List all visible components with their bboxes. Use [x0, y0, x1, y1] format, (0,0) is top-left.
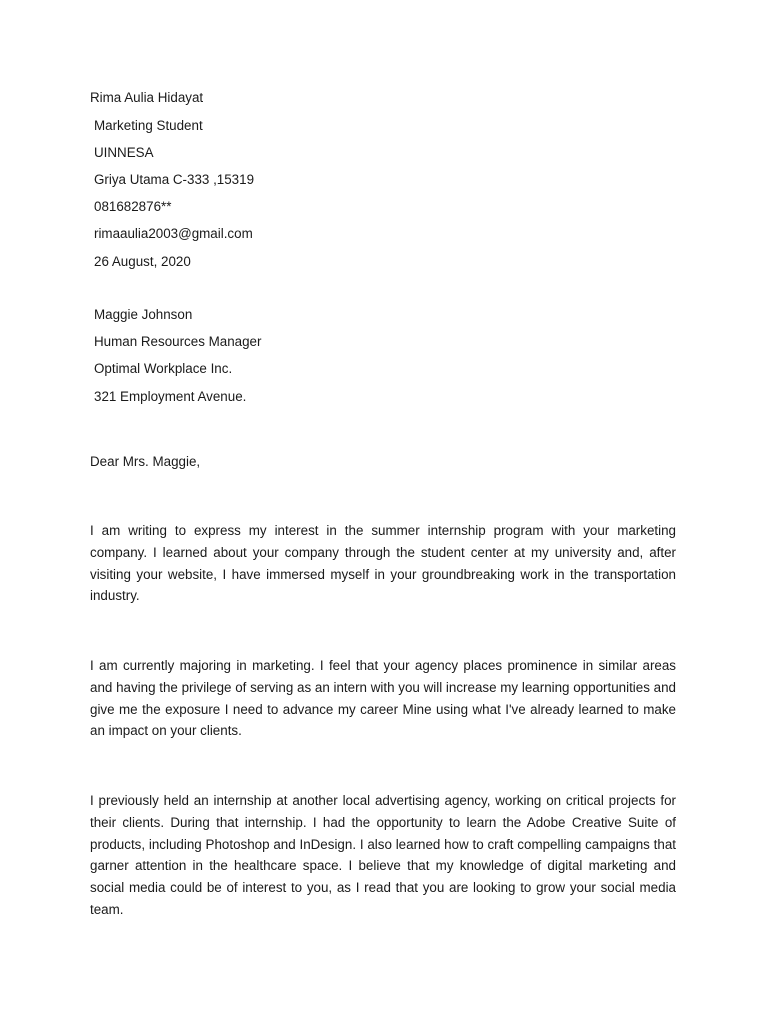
- sender-title: Marketing Student: [94, 118, 203, 133]
- recipient-company: Optimal Workplace Inc.: [94, 361, 233, 376]
- body-paragraph-2: I am currently majoring in marketing. I feel that your agency places prominence in similar areas and having the privilege of serving as an intern with you will increase my learning opportunities and give me the exposure I need to advance my career Mine using what I've already learned to make an impact on your clients.: [90, 658, 676, 739]
- sender-address: Griya Utama C-333 ,15319: [94, 172, 255, 187]
- sender-institution: UINNESA: [94, 145, 154, 160]
- body-paragraph-3: I previously held an internship at another local advertising agency, working on critical projects for their clients. During that internship. I had the opportunity to learn the Adobe Creative Suite of products, including Photoshop and InDesign. I also learned how to craft compelling campaigns that garner attention in the healthcare space. I believe that my knowledge of digital marketing and social media could be of interest to you, as I read that you are looking to grow your social media team.: [90, 793, 676, 917]
- letter-date: 26 August, 2020: [94, 254, 191, 269]
- recipient-title: Human Resources Manager: [94, 334, 262, 349]
- sender-email: rimaaulia2003@gmail.com: [94, 226, 253, 241]
- sender-phone: 081682876**: [94, 199, 172, 214]
- recipient-name: Maggie Johnson: [94, 307, 193, 322]
- recipient-address: 321 Employment Avenue.: [94, 389, 247, 404]
- salutation: Dear Mrs. Maggie,: [90, 454, 201, 469]
- sender-name: Rima Aulia Hidayat: [90, 90, 204, 105]
- body-paragraph-1: I am writing to express my interest in the summer internship program with your marketing company. I learned about your company through the student center at my university and, after visiting your website, I have immersed myself in your groundbreaking work in the transportation industry.: [90, 523, 676, 604]
